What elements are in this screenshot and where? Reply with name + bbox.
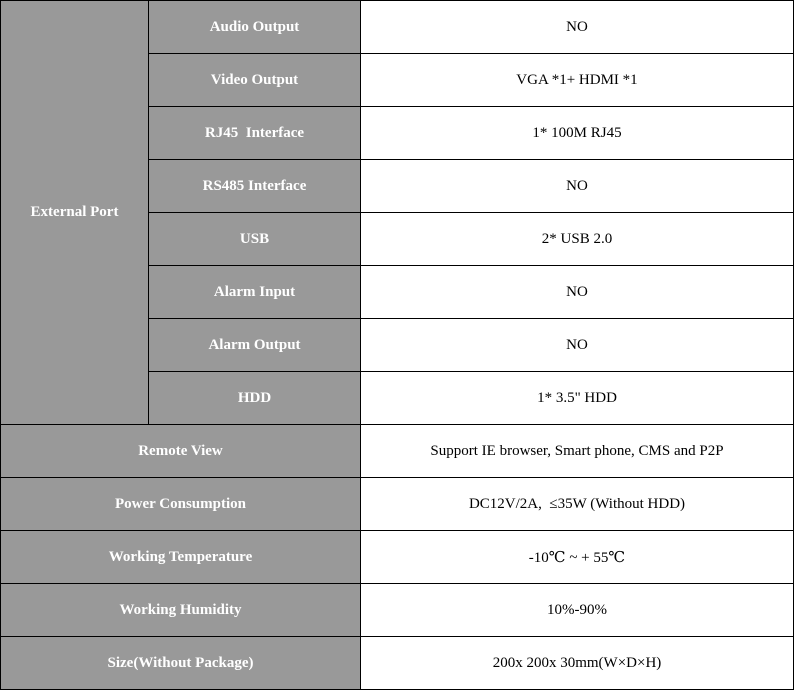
audio-output-value: NO (361, 1, 794, 54)
working-temperature-value: -10℃ ~ + 55℃ (361, 531, 794, 584)
remote-view-label: Remote View (1, 425, 361, 478)
hdd-label: HDD (149, 372, 361, 425)
power-consumption-label: Power Consumption (1, 478, 361, 531)
rj45-interface-value: 1* 100M RJ45 (361, 107, 794, 160)
size-value: 200x 200x 30mm(W×D×H) (361, 637, 794, 690)
usb-value: 2* USB 2.0 (361, 213, 794, 266)
working-humidity-value: 10%-90% (361, 584, 794, 637)
alarm-output-label: Alarm Output (149, 319, 361, 372)
table-row-size (1, 637, 794, 690)
alarm-input-value: NO (361, 266, 794, 319)
size-label: Size(Without Package) (1, 637, 361, 690)
rs485-interface-label: RS485 Interface (149, 160, 361, 213)
external-port-group-label: External Port (1, 1, 149, 425)
usb-label: USB (149, 213, 361, 266)
video-output-value: VGA *1+ HDMI *1 (361, 54, 794, 107)
table-row-remote-view (1, 425, 794, 478)
rs485-interface-value: NO (361, 160, 794, 213)
table-row-working-humidity (1, 584, 794, 637)
rj45-interface-label: RJ45 Interface (149, 107, 361, 160)
alarm-output-value: NO (361, 319, 794, 372)
power-consumption-value: DC12V/2A, ≤35W (Without HDD) (361, 478, 794, 531)
audio-output-label: Audio Output (149, 1, 361, 54)
remote-view-value: Support IE browser, Smart phone, CMS and P2P (361, 425, 794, 478)
table-row-audio-output (1, 1, 794, 54)
video-output-label: Video Output (149, 54, 361, 107)
alarm-input-label: Alarm Input (149, 266, 361, 319)
working-temperature-label: Working Temperature (1, 531, 361, 584)
working-humidity-label: Working Humidity (1, 584, 361, 637)
table-row-power-consumption (1, 478, 794, 531)
hdd-value: 1* 3.5" HDD (361, 372, 794, 425)
table-row-working-temperature (1, 531, 794, 584)
